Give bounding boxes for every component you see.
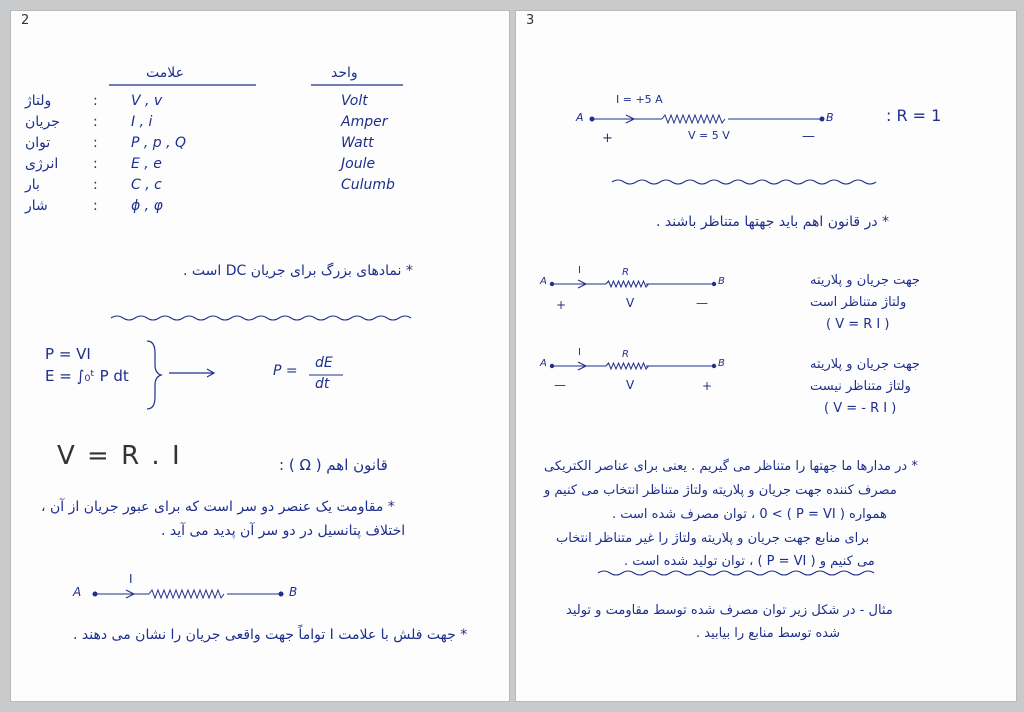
table-row-separator: : <box>93 177 98 193</box>
circuit-label-b: B <box>289 585 298 599</box>
circuit1-a: A <box>540 276 547 287</box>
table-row-separator: : <box>93 93 98 109</box>
para-line-5: می کنیم و ( P = VI ) ، توان تولید شده است . <box>624 554 875 569</box>
table-row-symbol: I , i <box>131 114 153 130</box>
formula-p: P = VI <box>45 345 91 363</box>
circuit-label-a: A <box>73 585 82 599</box>
top-circuit-minus: — <box>802 129 815 144</box>
table-row-unit: Culumb <box>341 177 395 193</box>
page-left <box>10 10 510 702</box>
circuit2-v: V <box>626 378 635 392</box>
ohm-direction-note: * در قانون اهم باید جهتها متناظر باشند . <box>656 214 890 230</box>
table-row-symbol: ϕ , φ <box>131 198 163 214</box>
para-line-2: مصرف کننده جهت جریان و پلاریته ولتاژ متناظر انتخاب می کنیم و <box>544 483 897 498</box>
page-number: 2 <box>21 13 30 28</box>
header-unit: واحد <box>331 65 358 81</box>
table-row-symbol: V , v <box>131 93 163 109</box>
ohm-label: قانون اهم ( Ω ) : <box>279 456 388 474</box>
table-row-symbol: E , e <box>131 156 162 172</box>
top-circuit-current: I = +5 A <box>616 93 663 106</box>
circuit1-right-sign: — <box>696 296 708 310</box>
table-row-unit: Volt <box>341 93 368 109</box>
page-number: 3 <box>526 13 535 28</box>
table-row-name: جریان <box>25 114 60 130</box>
circuit2-left-sign: — <box>554 378 566 392</box>
top-circuit-a: A <box>576 111 584 124</box>
circuit-label-i: I <box>129 572 133 586</box>
header-symbol: علامت <box>146 65 184 81</box>
table-row-separator: : <box>93 198 98 214</box>
top-circuit-b: B <box>826 111 834 124</box>
top-circuit-result: : R = 1 <box>886 106 942 125</box>
table-row-name: شار <box>25 198 48 214</box>
table-row-symbol: P , p , Q <box>131 135 187 151</box>
table-row-name: ولتاژ <box>25 93 52 109</box>
top-circuit-voltage: V = 5 V <box>688 129 730 142</box>
table-row-unit: Watt <box>341 135 374 151</box>
circuit2-a: A <box>540 358 547 369</box>
table-row-separator: : <box>93 135 98 151</box>
para-line-3: همواره ( P = VI ) > 0 ، توان مصرف شده است . <box>612 507 887 522</box>
circuit1-b: B <box>718 276 725 287</box>
example-line-2: شده توسط منابع را بیابید . <box>696 626 841 641</box>
circuit1-v: V <box>626 296 635 310</box>
top-circuit-plus: + <box>602 131 613 146</box>
table-row-name: توان <box>25 135 51 151</box>
arrow-note: * جهت فلش با علامت I تواماً جهت واقعی جریان را نشان می دهند . <box>73 627 468 643</box>
circuit2-text-3: ( V = - R I ) <box>824 401 897 416</box>
circuit2-r: R <box>622 349 629 360</box>
note-dc: * نمادهای بزرگ برای جریان DC است . <box>183 263 413 279</box>
circuit2-text-1: جهت جریان و پلاریته <box>810 357 920 372</box>
circuit1-text-2: ولتاژ متناظر است <box>810 295 907 310</box>
para-line-1: * در مدارها ما جهتها را متناظر می گیریم . یعنی برای عناصر الکتریکی <box>544 459 918 474</box>
circuit2-b: B <box>718 358 725 369</box>
formula-deriv-lhs: P = <box>273 363 298 379</box>
circuit1-text-1: جهت جریان و پلاریته <box>810 273 920 288</box>
example-line-1: مثال - در شکل زیر توان مصرف شده توسط مقاومت و تولید <box>566 603 893 618</box>
circuit2-i: I <box>578 347 581 358</box>
circuit1-r: R <box>622 267 629 278</box>
table-row-symbol: C , c <box>131 177 162 193</box>
formula-e: E = ∫₀ᵗ P dt <box>45 367 129 385</box>
table-row-unit: Amper <box>341 114 388 130</box>
resistance-def-line1: * مقاومت یک عنصر دو سر است که برای عبور جریان از آن ، <box>41 499 395 515</box>
table-row-name: انرژی <box>25 156 59 172</box>
circuit1-text-3: ( V = R I ) <box>826 317 890 332</box>
para-line-4: برای منابع جهت جریان و پلاریته ولتاژ را غیر متناظر انتخاب <box>556 531 870 546</box>
ohm-formula: V = R . I <box>57 441 182 471</box>
resistance-def-line2: اختلاف پتانسیل در دو سر آن پدید می آید . <box>161 523 406 539</box>
circuit1-left-sign: + <box>556 298 567 312</box>
table-row-separator: : <box>93 114 98 130</box>
page-right <box>515 10 1017 702</box>
table-row-name: بار <box>25 177 40 193</box>
circuit2-right-sign: + <box>702 379 713 393</box>
formula-deriv-num: dE <box>315 355 333 371</box>
circuit1-i: I <box>578 265 581 276</box>
table-row-unit: Joule <box>341 156 376 172</box>
formula-deriv-den: dt <box>315 376 330 392</box>
table-row-separator: : <box>93 156 98 172</box>
circuit2-text-2: ولتاژ متناظر نیست <box>810 379 911 394</box>
